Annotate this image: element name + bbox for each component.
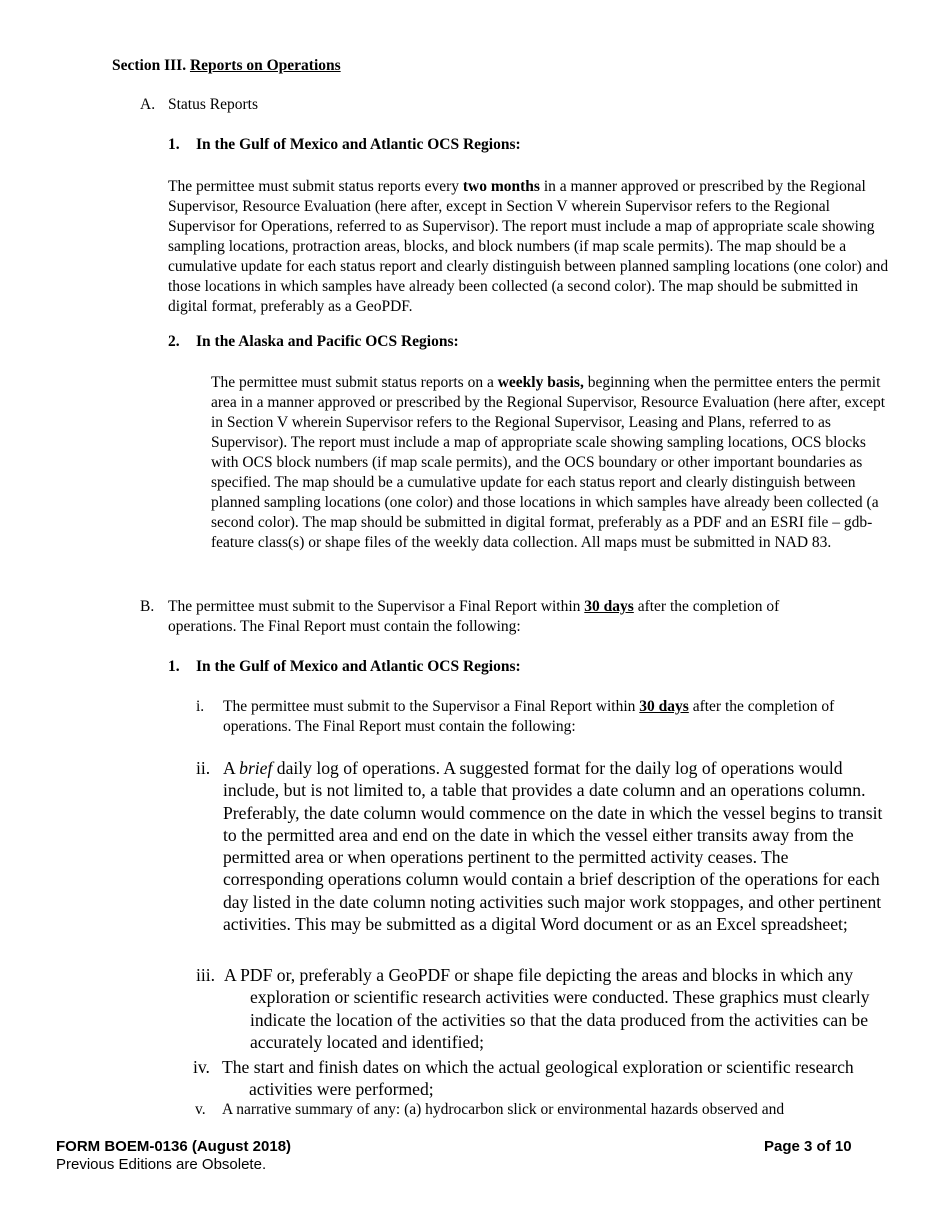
item-i-pre: The permittee must submit to the Supervisor a Final Report within <box>223 698 640 715</box>
a-title: Status Reports <box>168 96 258 113</box>
a2-text-post: beginning when the permittee enters the permit area in a manner approved or prescribed by the Regional Supervisor, Resource Evaluation (here after, except in Section V wherein Supervisor refers to the Regional Supervisor, Leasing and Plans, referred to as Supervisor). The report must include a map of appropriate scale showing sampling locations, OCS blocks with OCS block numbers (if map scale permits), and the OCS boundary or other important boundaries as specified. The map should be a cumulative update for each status report and clearly distinguish between planned sampling locations (one color) and those locations in which samples have already been collected (a second color). The map should be submitted in digital format, preferably as a PDF and an ESRI file – gdb-feature class(s) or shape files of the weekly data collection. All maps must be submitted in NAD 83. <box>211 374 886 551</box>
section-label: Section III. <box>112 57 187 74</box>
b-text-pre: The permittee must submit to the Supervisor a Final Report within <box>168 598 585 615</box>
footer-obsolete-note: Previous Editions are Obsolete. <box>56 1156 267 1173</box>
b-text-post: after the completion of operations. The Final Report must contain the following: <box>168 598 780 635</box>
item-ii-post: daily log of operations. A suggested format for the daily log of operations would include, but is not limited to, a table that provides a date column and an operations column. Preferably, the date column would commence on the date in which the vessel begins to transit to the permitted area and end on the date in which the vessel either transits away from the permitted area or when operations pertinent to the permitted activity ceases. The corresponding operations column would contain a brief description of the operations for each day listed in the date column noting activities such major work stoppages, and other pertinent activities. This may be submitted as a digital Word document or as an Excel spreadsheet; <box>223 758 883 935</box>
a1-text-post: in a manner approved or prescribed by the Regional Supervisor, Resource Evaluation (here after, except in Section V wherein Supervisor refers to the Regional Supervisor for Operations, referred to as Supervisor). The report must include a map of appropriate scale showing sampling locations, protraction areas, blocks, and block numbers (if map scale permits). The map should be a cumulative update for each status report and clearly distinguish between planned sampling locations (one color) and those locations in which samples have already been collected (a second color). The map should be submitted in digital format, preferably as a GeoPDF. <box>168 178 889 315</box>
b1-marker: 1. <box>168 658 180 675</box>
item-i-text <box>223 697 878 737</box>
item-ii-pre: A <box>223 758 240 778</box>
a2-text-bold: weekly basis, <box>497 374 584 391</box>
a2-heading: In the Alaska and Pacific OCS Regions: <box>196 333 459 350</box>
item-i-post: after the completion of operations. The Final Report must contain the following: <box>223 698 835 735</box>
a2-text-pre: The permittee must submit status reports on a <box>211 374 498 391</box>
b-paragraph <box>168 597 836 637</box>
b1-heading: In the Gulf of Mexico and Atlantic OCS Regions: <box>196 658 521 675</box>
a1-heading: In the Gulf of Mexico and Atlantic OCS Regions: <box>196 136 521 153</box>
item-i-marker: i. <box>196 698 205 715</box>
section-title: Reports on Operations <box>189 57 341 74</box>
footer-page-number: Page 3 of 10 <box>764 1138 852 1155</box>
footer-form-id: FORM BOEM-0136 (August 2018) <box>56 1138 292 1155</box>
item-iv-text: The start and finish dates on which the actual geological exploration or scientific research activities were performed; <box>222 1057 854 1100</box>
a-marker: A. <box>140 96 156 113</box>
a2-paragraph <box>211 373 886 553</box>
a1-paragraph <box>168 177 898 317</box>
a1-marker: 1. <box>168 136 180 153</box>
item-i-bold: 30 days <box>639 698 689 715</box>
item-ii-text <box>223 757 885 935</box>
item-ii-italic: brief <box>239 758 273 778</box>
item-iii-marker: iii. <box>196 965 216 985</box>
b-text-bold: 30 days <box>584 598 634 615</box>
a2-marker: 2. <box>168 333 180 350</box>
b-marker: B. <box>140 598 155 615</box>
item-v-text: A narrative summary of any: (a) hydrocarbon slick or environmental hazards observed and <box>222 1101 785 1118</box>
item-ii-marker: ii. <box>196 758 211 778</box>
item-iv-marker: iv. <box>193 1057 210 1077</box>
a1-text-bold: two months <box>462 178 540 195</box>
item-v-marker: v. <box>195 1101 206 1118</box>
item-iii-text: A PDF or, preferably a GeoPDF or shape file depicting the areas and blocks in which any exploration or scientific research activities were conducted. These graphics must clearly indicate the location of the activities so that the data produced from the activities can be accurately located and identified; <box>224 965 870 1052</box>
section-heading <box>112 56 341 76</box>
a1-text-pre: The permittee must submit status reports every <box>168 178 463 195</box>
